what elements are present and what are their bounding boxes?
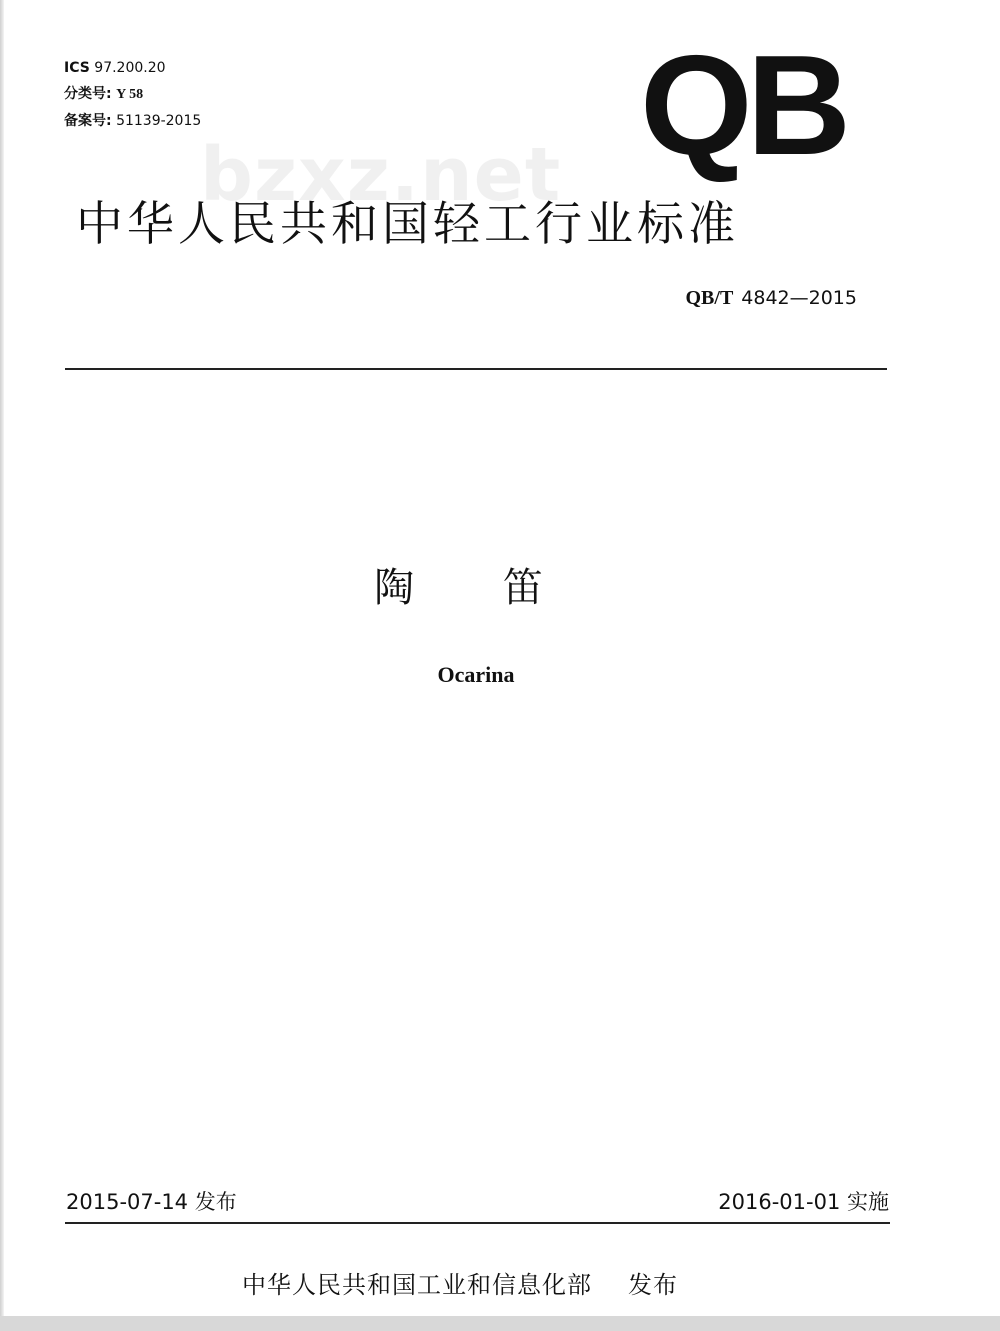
- publisher-name: 中华人民共和国工业和信息化部: [242, 1271, 592, 1299]
- ics-row: [64, 55, 201, 81]
- class-row: [64, 81, 201, 108]
- issue-date: 2015-07-14 发布: [66, 1190, 237, 1214]
- watermark: bzxz.net: [200, 132, 562, 218]
- record-label: 备案号:: [64, 113, 112, 129]
- top-divider: [65, 368, 887, 370]
- record-row: [64, 108, 201, 134]
- product-name-en: Ocarina: [437, 662, 515, 687]
- class-value: Y 58: [116, 87, 144, 102]
- product-name-cn: 陶 笛: [374, 565, 581, 611]
- qb-logo: QB: [640, 26, 846, 185]
- publish-action: 发布: [628, 1271, 678, 1299]
- scan-edge-shadow: [0, 0, 4, 1318]
- implementation-date: 2016-01-01 实施: [718, 1190, 889, 1214]
- scan-bottom-strip: [0, 1316, 1000, 1331]
- standard-code: QB/T: [685, 287, 734, 309]
- ics-label: ICS: [64, 60, 90, 76]
- ics-value: 97.200.20: [94, 60, 166, 76]
- bottom-divider: [65, 1222, 890, 1224]
- class-label: 分类号:: [64, 86, 112, 102]
- page-title: 中华人民共和国轻工行业标准: [76, 197, 739, 252]
- record-value: 51139-2015: [116, 113, 202, 129]
- classification-block: [64, 55, 201, 134]
- standard-num: 4842—2015: [741, 287, 857, 309]
- standard-number: [685, 284, 857, 312]
- publisher-line: [242, 1268, 678, 1302]
